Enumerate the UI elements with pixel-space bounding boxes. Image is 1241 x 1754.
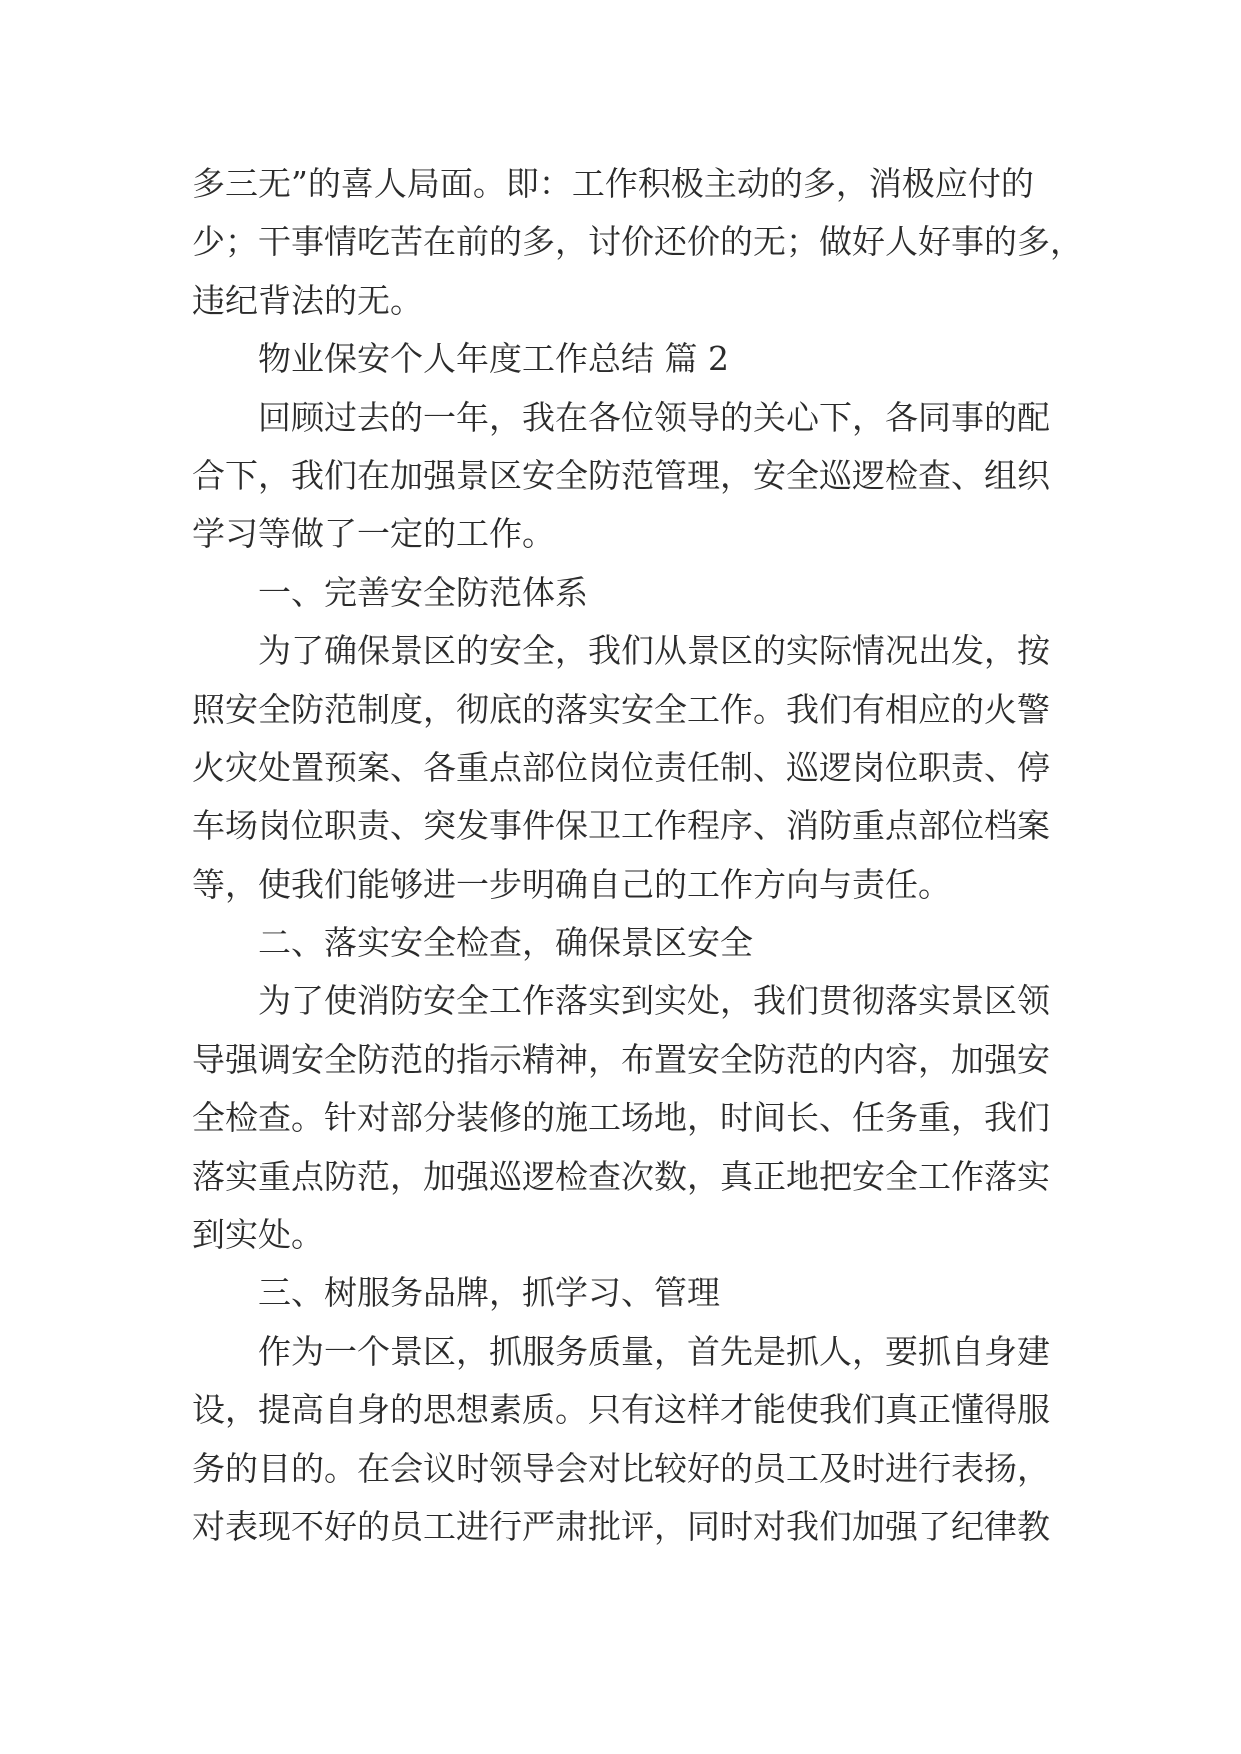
text-line: 物业保安个人年度工作总结 篇 2 [258, 339, 729, 379]
text-line: 等，使我们能够进一步明确自己的工作方向与责任。 [192, 864, 951, 904]
text-line: 作为一个景区，抓服务质量，首先是抓人，要抓自身建 [258, 1331, 1050, 1371]
text-line: 少；干事情吃苦在前的多，讨价还价的无；做好人好事的多， [192, 222, 1083, 262]
text-line: 车场岗位职责、突发事件保卫工作程序、消防重点部位档案 [192, 806, 1050, 846]
text-line: 回顾过去的一年，我在各位领导的关心下，各同事的配 [258, 397, 1050, 437]
text-line: 到实处。 [192, 1215, 324, 1255]
text-line: 为了确保景区的安全，我们从景区的实际情况出发，按 [258, 631, 1050, 671]
text-line: 学习等做了一定的工作。 [192, 514, 555, 554]
body-text [192, 155, 1083, 1556]
text-line: 多三无”的喜人局面。即：工作积极主动的多，消极应付的 [192, 164, 1034, 203]
text-line: 违纪背法的无。 [192, 280, 423, 320]
text-line: 火灾处置预案、各重点部位岗位责任制、巡逻岗位职责、停 [192, 747, 1050, 787]
text-line: 务的目的。在会议时领导会对比较好的员工及时进行表扬， [192, 1448, 1050, 1488]
text-line: 二、落实安全检查，确保景区安全 [258, 923, 753, 963]
text-line: 合下，我们在加强景区安全防范管理，安全巡逻检查、组织 [192, 455, 1050, 495]
text-line: 照安全防范制度，彻底的落实安全工作。我们有相应的火警 [192, 689, 1050, 729]
text-line: 设，提高自身的思想素质。只有这样才能使我们真正懂得服 [192, 1390, 1050, 1430]
text-line: 一、完善安全防范体系 [258, 572, 588, 612]
text-line: 导强调安全防范的指示精神，布置安全防范的内容，加强安 [192, 1039, 1050, 1079]
text-line: 三、树服务品牌，抓学习、管理 [258, 1273, 720, 1313]
text-line: 为了使消防安全工作落实到实处，我们贯彻落实景区领 [258, 981, 1050, 1021]
text-line: 全检查。针对部分装修的施工场地，时间长、任务重，我们 [192, 1098, 1050, 1138]
text-line: 落实重点防范，加强巡逻检查次数，真正地把安全工作落实 [192, 1156, 1050, 1196]
text-line: 对表现不好的员工进行严肃批评，同时对我们加强了纪律教 [192, 1506, 1050, 1546]
